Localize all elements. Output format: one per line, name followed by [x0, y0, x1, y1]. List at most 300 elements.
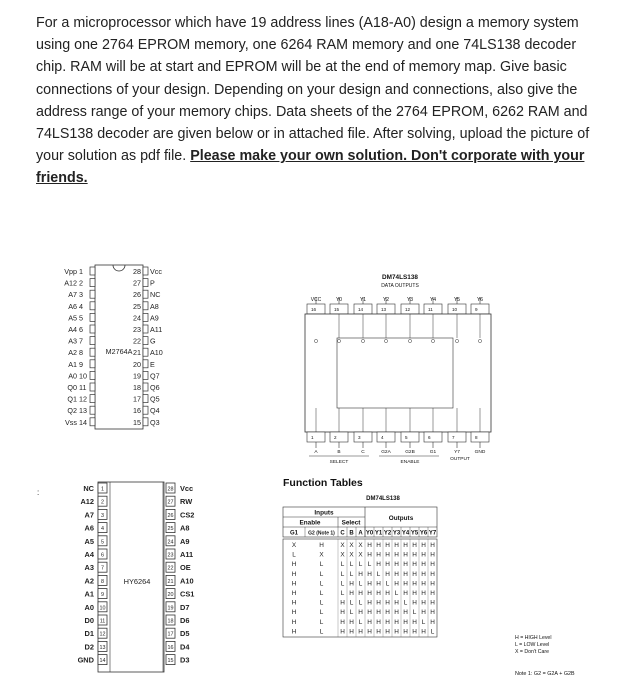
table-note: Note 1: G2 = G2A + G2B — [515, 671, 575, 677]
table-cell: H — [385, 590, 390, 597]
table-cell: L — [349, 561, 354, 569]
eprom-left-pin — [90, 406, 95, 414]
eprom-pin-number: 19 — [133, 371, 141, 381]
decoder-body — [305, 314, 491, 432]
eprom-left-pin — [90, 348, 95, 356]
table-cell: X — [349, 542, 354, 549]
table-cell: H — [394, 599, 399, 607]
ram-pin-number: 22 — [167, 565, 174, 572]
eprom-pin-number: 28 — [133, 267, 141, 276]
eprom-pin-number: 15 — [133, 417, 141, 427]
ram-pin-number: 5 — [101, 539, 104, 546]
table-cell: L — [340, 590, 345, 597]
eprom-pin-label: Q7 — [150, 371, 160, 381]
ram-pin-number: 4 — [101, 526, 104, 533]
table-cell: L — [319, 628, 324, 636]
ram-pin-label: A10 — [180, 576, 194, 586]
decoder-top-label: Y5 — [453, 297, 461, 303]
ram-pin-number: 26 — [167, 512, 174, 519]
ram-pin-label: D0 — [84, 616, 94, 625]
eprom-right-pin — [143, 313, 148, 321]
table-cell: H — [412, 580, 417, 588]
table-cell: H — [421, 609, 426, 617]
ram-pin-number: 15 — [167, 658, 174, 665]
eprom-pin-label: G — [150, 336, 156, 346]
table-cell: L — [340, 561, 345, 569]
ram-pin-label: D6 — [180, 616, 190, 625]
table-cell: X — [340, 542, 345, 549]
eprom-2764-pinout — [55, 262, 195, 437]
function-table-heading: Function Tables — [283, 477, 363, 489]
eprom-pin-label: Q4 — [150, 406, 160, 416]
colon-mark: : — [37, 488, 40, 497]
table-cell: H — [430, 609, 435, 617]
decoder-top-label: Y3 — [406, 297, 414, 303]
eprom-pin-number: 22 — [133, 336, 141, 346]
ram-pin-label: A5 — [84, 536, 94, 546]
table-cell: H — [421, 542, 426, 549]
decoder-top-pin-number: 12 — [405, 307, 411, 312]
eprom-left-pin — [90, 360, 95, 368]
decoder-enable-label: ENABLE — [400, 460, 420, 465]
table-cell: H — [385, 599, 390, 607]
table-cell: H — [291, 570, 297, 578]
column-header: A — [358, 530, 363, 537]
table-cell: H — [403, 609, 408, 617]
eprom-right-pin — [143, 302, 148, 310]
decoder-bottom-label: GND — [474, 450, 486, 455]
table-cell: H — [340, 599, 345, 607]
decoder-bottom-pin-number: 2 — [334, 435, 337, 440]
ram-pin-number: 8 — [101, 578, 104, 585]
ram-pin-label: CS1 — [180, 589, 195, 599]
table-cell: X — [319, 551, 324, 559]
eprom-left-pin — [90, 395, 95, 403]
table-cell: H — [385, 618, 390, 626]
eprom-right-pin — [143, 383, 148, 391]
table-cell: H — [349, 628, 354, 636]
column-header: Y7 — [428, 530, 437, 537]
legend-item: H = HIGH Level — [515, 635, 552, 641]
decoder-bottom-pin-number: 6 — [428, 435, 431, 440]
table-cell: X — [358, 542, 363, 549]
table-cell: H — [358, 570, 363, 578]
enable-label: Enable — [299, 519, 321, 527]
column-header: Y5 — [410, 530, 419, 537]
eprom-left-pin — [90, 418, 95, 426]
table-cell: H — [394, 618, 399, 626]
eprom-pin-label: P — [150, 278, 155, 288]
column-header: Y4 — [401, 530, 410, 537]
ram-pin-number: 1 — [101, 486, 104, 493]
table-cell: L — [349, 570, 354, 578]
decoder-select-label: SELECT — [329, 460, 349, 465]
legend-item: L = LOW Level — [515, 642, 550, 648]
table-cell: H — [367, 590, 372, 597]
eprom-pin-label: A4 — [68, 325, 77, 334]
column-header: C — [340, 530, 345, 537]
table-cell: H — [412, 570, 417, 578]
table-cell: H — [412, 618, 417, 626]
eprom-pin-number: 3 — [79, 290, 83, 300]
table-cell: H — [394, 570, 399, 578]
eprom-pin-number: 17 — [133, 394, 141, 404]
ram-pin-label: A9 — [180, 536, 190, 546]
table-cell: L — [421, 618, 426, 626]
decoder-top-label: Y6 — [476, 297, 484, 303]
decoder-top-pin-number: 10 — [452, 307, 458, 312]
ram-pin-number: 21 — [167, 578, 174, 585]
eprom-left-pin — [90, 337, 95, 345]
table-cell: H — [430, 618, 435, 626]
table-cell: H — [385, 628, 390, 636]
ram-pin-number: 13 — [99, 644, 106, 651]
decoder-bottom-pin-number: 4 — [381, 435, 384, 440]
eprom-pin-number: 2 — [79, 278, 83, 288]
ram-pin-number: 14 — [99, 658, 106, 665]
table-cell: H — [412, 599, 417, 607]
eprom-right-pin — [143, 290, 148, 298]
ram-pin-label: GND — [77, 655, 94, 665]
ram-pin-number: 25 — [167, 526, 174, 533]
table-cell: L — [319, 580, 324, 588]
column-header: Y6 — [419, 530, 428, 537]
ram-pin-number: 7 — [101, 565, 104, 572]
eprom-pin-label: A8 — [150, 301, 159, 311]
eprom-pin-number: 27 — [133, 278, 141, 288]
eprom-pin-number: 13 — [79, 406, 87, 416]
table-cell: H — [403, 618, 408, 626]
decoder-output-label: OUTPUT — [450, 457, 470, 462]
table-cell: L — [394, 590, 399, 597]
eprom-pin-label: Vpp — [64, 267, 77, 276]
table-cell: H — [394, 561, 399, 569]
table-cell: H — [430, 561, 435, 569]
ram-pin-label: D5 — [180, 629, 190, 639]
ram-pin-number: 16 — [167, 644, 174, 651]
decoder-74ls138-diagram — [295, 268, 495, 468]
ram-pin-number: 3 — [101, 512, 104, 519]
decoder-top-label: Y4 — [429, 297, 437, 303]
ram-pin-label: D7 — [180, 602, 190, 612]
decoder-top-pin-number: 15 — [334, 307, 340, 312]
table-cell: L — [367, 561, 372, 569]
decoder-top-pin-number: 14 — [358, 307, 364, 312]
eprom-left-pin — [90, 371, 95, 379]
eprom-right-pin — [143, 337, 148, 345]
decoder-bottom-pin — [424, 432, 442, 442]
ram-pin-label: A6 — [84, 523, 94, 533]
table-cell: H — [421, 580, 426, 588]
ram-pin-number: 24 — [167, 539, 174, 546]
ram-pin-number: 2 — [101, 499, 104, 506]
ram-6264-pinout — [30, 478, 240, 678]
eprom-left-pin — [90, 290, 95, 298]
table-cell: H — [376, 580, 381, 588]
ram-pin-label: D2 — [84, 642, 94, 652]
table-cell: H — [376, 590, 381, 597]
table-cell: H — [376, 542, 381, 549]
eprom-right-pin — [143, 418, 148, 426]
table-cell: L — [319, 599, 324, 607]
ram-pin-label: D1 — [84, 629, 94, 639]
eprom-left-pin — [90, 325, 95, 333]
column-header: Y1 — [374, 530, 383, 537]
select-label: Select — [341, 519, 361, 527]
table-cell: H — [412, 542, 417, 549]
table-cell: H — [421, 551, 426, 559]
eprom-pin-number: 8 — [79, 348, 83, 358]
table-cell: H — [367, 551, 372, 559]
table-cell: H — [430, 590, 435, 597]
table-cell: H — [403, 551, 408, 559]
table-cell: H — [430, 570, 435, 578]
eprom-pin-label: A1 — [68, 359, 77, 369]
table-cell: L — [340, 580, 345, 588]
decoder-bottom-pin — [330, 432, 348, 442]
decoder-top-pin — [424, 304, 442, 314]
table-cell: H — [403, 628, 408, 636]
inputs-label: Inputs — [314, 509, 334, 517]
eprom-pin-label: Q0 — [67, 383, 77, 392]
ram-pin-label: A2 — [84, 576, 94, 586]
table-cell: H — [291, 580, 297, 588]
eprom-pin-number: 5 — [79, 313, 83, 323]
table-cell: L — [403, 599, 408, 607]
ram-pin-label: D3 — [180, 655, 190, 665]
table-cell: H — [367, 580, 372, 588]
eprom-right-pin — [143, 371, 148, 379]
table-cell: H — [376, 599, 381, 607]
eprom-left-pin — [90, 302, 95, 310]
table-cell: H — [367, 542, 372, 549]
ram-pin-number: 23 — [167, 552, 174, 559]
question-text — [36, 12, 604, 190]
table-cell: H — [385, 542, 390, 549]
eprom-pin-number: 26 — [133, 290, 141, 300]
eprom-pin-number: 18 — [133, 383, 141, 392]
table-cell: L — [349, 609, 354, 617]
table-cell: H — [349, 580, 354, 588]
table-cell: H — [430, 542, 435, 549]
ram-pin-label: A3 — [84, 563, 94, 573]
eprom-right-pin — [143, 406, 148, 414]
ram-pin-label: A4 — [84, 550, 94, 559]
table-cell: H — [412, 590, 417, 597]
table-cell: L — [385, 580, 390, 588]
decoder-bottom-pin-number: 8 — [475, 435, 478, 440]
table-cell: L — [430, 628, 435, 636]
eprom-right-pin — [143, 279, 148, 287]
decoder-top-label: Y1 — [359, 297, 367, 303]
table-cell: L — [319, 561, 324, 569]
decoder-bottom-pin — [377, 432, 395, 442]
eprom-pin-label: Q5 — [150, 394, 160, 404]
table-cell: H — [403, 580, 408, 588]
column-header: Y3 — [392, 530, 401, 537]
table-cell: H — [394, 609, 399, 617]
table-cell: H — [349, 590, 354, 597]
decoder-bottom-label: Y7 — [454, 450, 460, 455]
eprom-pin-number: 16 — [133, 406, 141, 416]
function-table-title: DM74LS138 — [366, 496, 400, 502]
table-cell: H — [291, 590, 297, 597]
ram-pin-number: 10 — [99, 605, 106, 612]
table-cell: H — [376, 551, 381, 559]
table-cell: H — [358, 590, 363, 597]
ram-pin-label: Vcc — [180, 484, 194, 493]
table-cell: H — [385, 609, 390, 617]
eprom-pin-label: Q1 — [67, 394, 77, 404]
ram-pin-number: 17 — [167, 631, 174, 638]
ram-pin-number: 20 — [167, 592, 174, 599]
table-cell: H — [358, 628, 363, 636]
eprom-left-pin — [90, 383, 95, 391]
eprom-pin-label: NC — [150, 290, 161, 300]
eprom-pin-number: 10 — [79, 371, 87, 381]
table-cell: H — [403, 570, 408, 578]
table-cell: H — [403, 542, 408, 549]
eprom-pin-number: 25 — [133, 301, 141, 311]
decoder-bottom-pin — [448, 432, 466, 442]
eprom-part-label: M2764A — [105, 347, 133, 356]
table-cell: H — [367, 599, 372, 607]
decoder-bottom-pin-number: 5 — [405, 435, 408, 440]
decoder-top-label: Y2 — [382, 297, 390, 303]
table-cell: H — [291, 609, 297, 617]
ram-pin-label: A1 — [84, 589, 94, 599]
table-cell: H — [367, 618, 372, 626]
table-cell: H — [385, 551, 390, 559]
decoder-top-label: Y0 — [335, 297, 343, 303]
table-cell: H — [421, 590, 426, 597]
decoder-bottom-label: B — [337, 450, 341, 455]
table-cell: L — [319, 570, 324, 578]
table-cell: H — [358, 609, 363, 617]
table-cell: L — [412, 609, 417, 617]
eprom-pin-number: 23 — [133, 325, 141, 334]
table-cell: H — [376, 628, 381, 636]
table-cell: H — [291, 628, 297, 636]
eprom-pin-label: A12 — [64, 278, 77, 288]
decoder-bottom-label: G1 — [429, 450, 437, 455]
ram-pin-label: A12 — [80, 497, 94, 507]
decoder-bottom-pin-number: 3 — [358, 435, 361, 440]
eprom-pin-label: Q2 — [67, 406, 77, 416]
table-cell: H — [376, 609, 381, 617]
eprom-pin-number: 21 — [133, 348, 141, 358]
ram-pin-label: A8 — [180, 523, 190, 533]
table-cell: H — [291, 599, 297, 607]
eprom-pin-label: A5 — [68, 313, 77, 323]
table-cell: H — [376, 618, 381, 626]
eprom-left-pin — [90, 267, 95, 275]
table-cell: H — [349, 618, 354, 626]
eprom-pin-number: 1 — [79, 267, 83, 276]
ram-pin-number: 6 — [101, 552, 104, 559]
decoder-bottom-pin — [307, 432, 325, 442]
table-cell: X — [340, 551, 345, 559]
decoder-bottom-label: A — [314, 450, 318, 455]
question-emphasis: Please make your own solution. Don't corporate with your friends. — [36, 148, 585, 187]
eprom-pin-label: Q3 — [150, 417, 160, 427]
table-cell: H — [394, 628, 399, 636]
ram-pin-label: A7 — [84, 510, 94, 520]
decoder-bottom-label: G2A — [381, 450, 391, 455]
decoder-bottom-label: C — [361, 450, 365, 455]
eprom-right-pin — [143, 325, 148, 333]
decoder-subtitle: DATA OUTPUTS — [381, 283, 419, 289]
table-cell: H — [340, 618, 345, 626]
table-cell: H — [367, 628, 372, 636]
table-cell: L — [340, 570, 345, 578]
eprom-left-pin — [90, 313, 95, 321]
outputs-label: Outputs — [388, 515, 414, 522]
eprom-pin-label: A0 — [68, 371, 77, 381]
eprom-pin-number: 6 — [79, 325, 83, 334]
table-cell: H — [340, 628, 345, 636]
table-cell: H — [319, 542, 324, 549]
table-cell: H — [291, 618, 297, 626]
ram-pin-number: 28 — [167, 486, 174, 493]
table-cell: H — [421, 599, 426, 607]
eprom-pin-label: A3 — [68, 336, 77, 346]
table-cell: H — [394, 551, 399, 559]
table-cell: L — [358, 618, 363, 626]
decoder-bottom-pin-number: 1 — [311, 435, 314, 440]
ram-pin-number: 12 — [99, 631, 106, 638]
table-cell: H — [421, 561, 426, 569]
table-cell: H — [385, 561, 390, 569]
eprom-pin-label: Vss — [65, 417, 77, 427]
table-cell: X — [358, 551, 363, 559]
decoder-top-pin-number: 13 — [381, 307, 387, 312]
table-cell: L — [319, 618, 324, 626]
column-header: B — [349, 530, 354, 537]
table-cell: L — [376, 570, 381, 578]
ram-pin-number: 18 — [167, 618, 174, 625]
decoder-top-pin-number: 9 — [475, 307, 478, 312]
eprom-pin-number: 11 — [79, 383, 87, 392]
column-header: G1 — [289, 530, 299, 537]
table-cell: L — [349, 599, 354, 607]
ram-pin-label: NC — [83, 484, 94, 493]
table-cell: H — [412, 551, 417, 559]
ram-pin-label: A11 — [180, 550, 194, 559]
eprom-pin-number: 9 — [79, 359, 83, 369]
ram-pin-number: 19 — [167, 605, 174, 612]
table-cell: X — [291, 542, 297, 549]
decoder-top-pin — [471, 304, 489, 314]
table-cell: H — [394, 580, 399, 588]
ram-part-label: HY6264 — [123, 577, 151, 586]
table-cell: L — [292, 551, 296, 559]
table-cell: H — [403, 590, 408, 597]
eprom-left-pin — [90, 279, 95, 287]
table-cell: H — [421, 570, 426, 578]
table-cell: H — [403, 561, 408, 569]
decoder-bottom-pin — [401, 432, 419, 442]
table-cell: H — [367, 609, 372, 617]
eprom-pin-label: E — [150, 359, 155, 369]
table-cell: H — [367, 570, 372, 578]
eprom-right-pin — [143, 348, 148, 356]
table-cell: H — [412, 561, 417, 569]
ram-pin-label: A0 — [84, 602, 94, 612]
ram-pin-number: 9 — [101, 592, 104, 599]
table-cell: L — [358, 599, 363, 607]
table-cell: H — [340, 609, 345, 617]
